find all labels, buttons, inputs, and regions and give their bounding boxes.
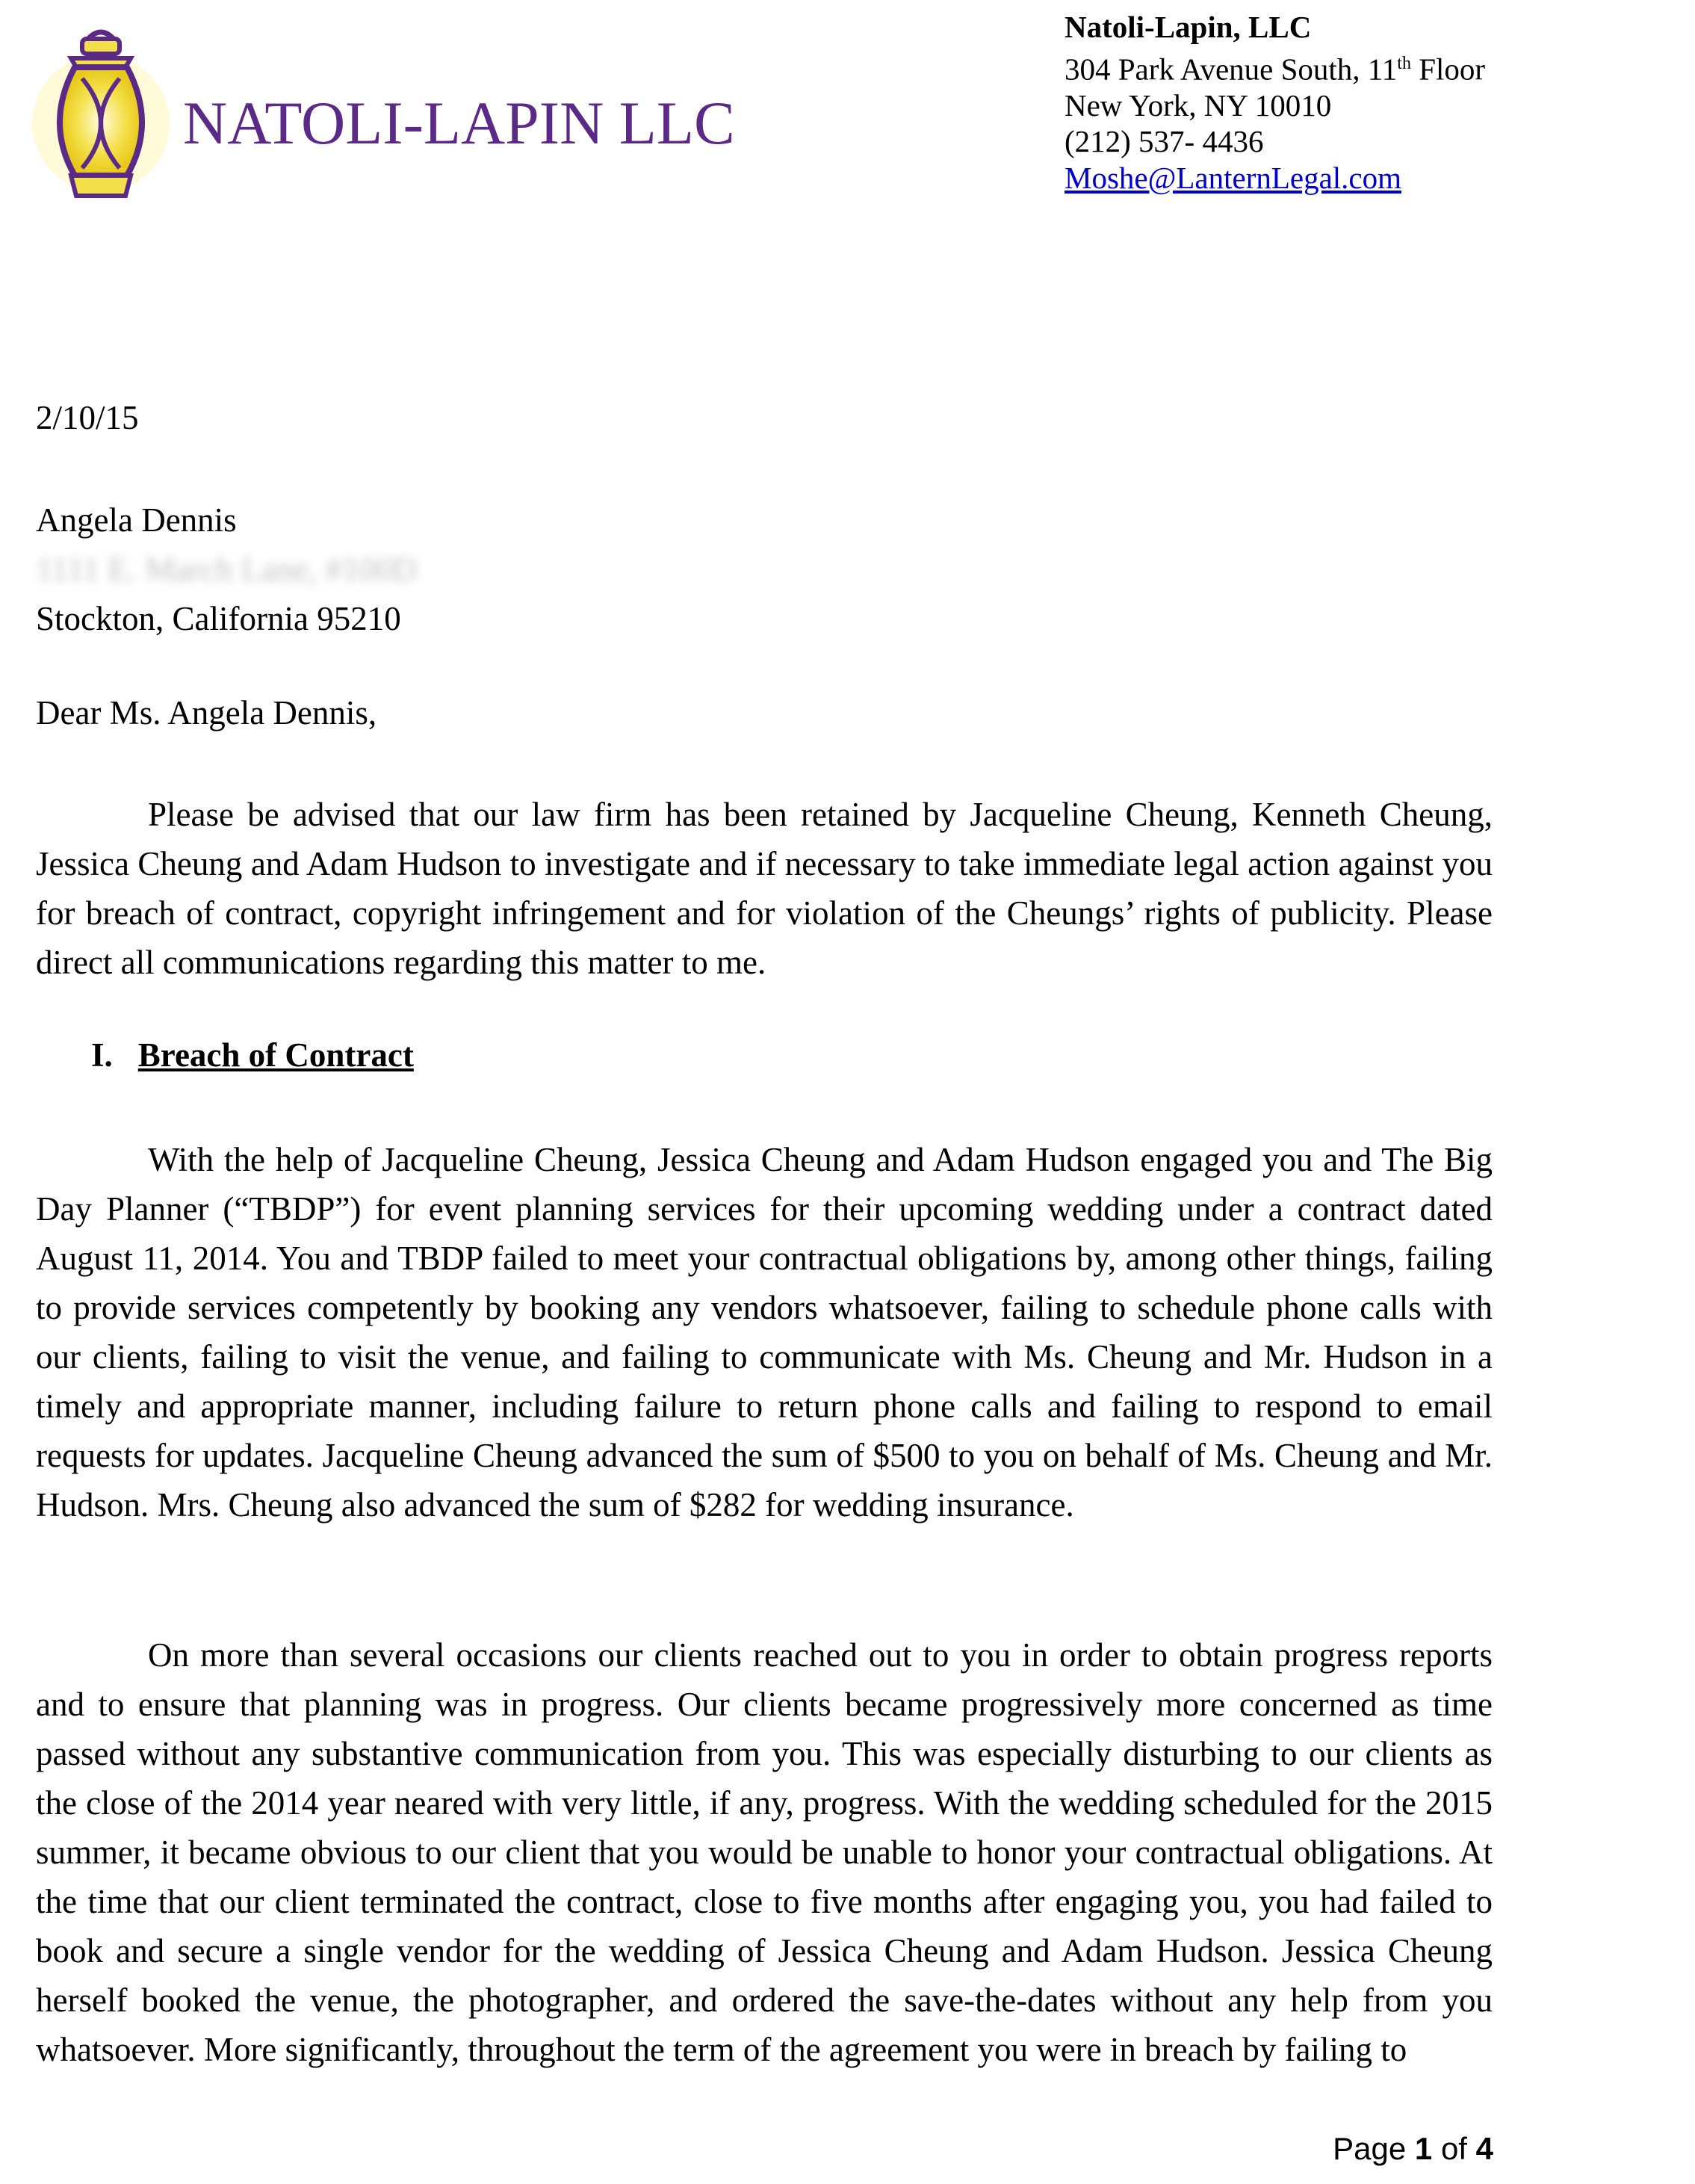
paragraph-intro: Please be advised that our law firm has been retained by Jacqueline Cheung, Kenneth Cheung, Jessica Cheung and Adam Hudson to investigate and if necessary to take immediate legal action against you for breach of contract, copyright infringement and for violation of the Cheungs’ rights of publicity. Please direct all communications regarding this matter to me. xyxy=(36,796,1493,981)
paragraph-progress: On more than several occasions our clients reached out to you in order to obtain progress reports and to ensure that planning was in progress. Our clients became progressively more concerned as time passed without any substantive communication from you. This was especially disturbing to our clients as the close of the 2014 year neared with very little, if any, progress. With the wedding scheduled for the 2015 summer, it became obvious to our client that you would be unable to honor your contractual obligations. At the time that our client terminated the contract, close to five months after engaging you, you had failed to book and secure a single vendor for the wedding of Jessica Cheung and Adam Hudson. Jessica Cheung herself booked the venue, the photographer, and ordered the save-the-dates without any help from you whatsoever. More significantly, throughout the term of the agreement you were in breach by failing to xyxy=(36,1636,1493,2068)
section-heading xyxy=(91,1036,414,1074)
salutation: Dear Ms. Angela Dennis, xyxy=(36,694,377,731)
company-logo xyxy=(30,22,735,217)
firm-phone: (212) 537- 4436 xyxy=(1065,124,1264,159)
lantern-icon xyxy=(32,32,170,196)
recipient-address xyxy=(36,495,417,643)
firm-name: Natoli-Lapin, LLC xyxy=(1065,10,1312,44)
letterhead-contact xyxy=(1065,9,1485,196)
recipient-city: Stockton, California 95210 xyxy=(36,600,401,637)
page-number: Page 1 of 4 xyxy=(1333,2131,1493,2166)
letter-date: 2/10/15 xyxy=(36,399,139,436)
paragraph-breach: With the help of Jacqueline Cheung, Jessica Cheung and Adam Hudson engaged you and The Big Day Planner (“TBDP”) for event planning services for their upcoming wedding under a contract dated August 11, 2014. You and TBDP failed to meet your contractual obligations by, among other things, failing to provide services competently by booking any vendors whatsoever, failing to schedule phone calls with our clients, failing to visit the venue, and failing to communicate with Ms. Cheung and Mr. Hudson in a timely and appropriate manner, including failure to return phone calls and failing to respond to email requests for updates. Jacqueline Cheung advanced the sum of $500 to you on behalf of Ms. Cheung and Mr. Hudson. Mrs. Cheung also advanced the sum of $282 for wedding insurance. xyxy=(36,1141,1493,1523)
recipient-name: Angela Dennis xyxy=(36,501,237,539)
section-number: I. xyxy=(91,1036,113,1074)
recipient-street-redacted: 1111 E. March Lane, #100D xyxy=(36,551,417,588)
firm-address-line1: 304 Park Avenue South, 11th Floor xyxy=(1065,52,1486,87)
logo-wordmark: NATOLI-LAPIN LLC xyxy=(183,89,735,157)
firm-address-line2: New York, NY 10010 xyxy=(1065,87,1332,123)
section-title: Breach of Contract xyxy=(137,1036,414,1074)
firm-email-link[interactable]: Moshe@LanternLegal.com xyxy=(1065,160,1402,195)
